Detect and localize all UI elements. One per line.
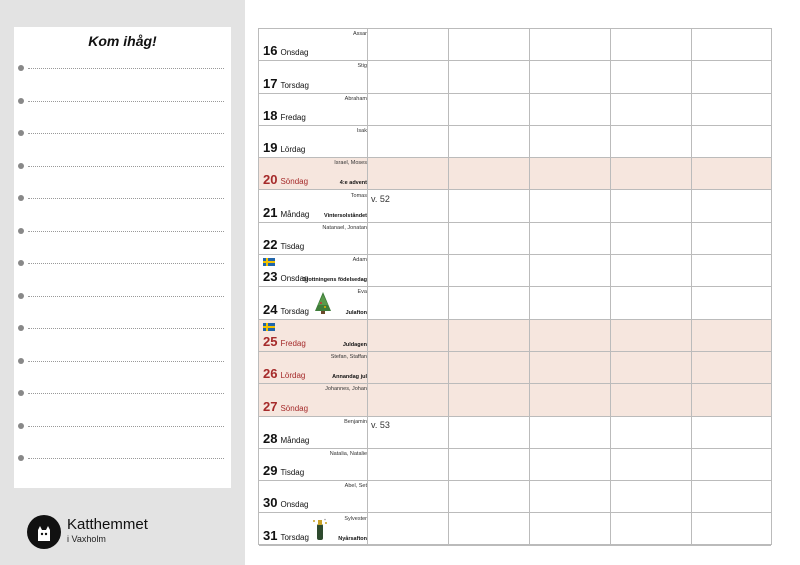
logo [27, 515, 227, 555]
name-day: Assar [352, 31, 367, 37]
name-day: Johannes, Johan [325, 386, 367, 393]
bullet-icon [18, 98, 24, 104]
memo-line[interactable] [18, 98, 224, 104]
weekday-name: Onsdag [280, 274, 309, 284]
day-row[interactable] [259, 449, 771, 481]
column-divider [610, 29, 611, 544]
day-row[interactable] [259, 352, 771, 384]
column-divider [448, 29, 449, 544]
column-divider [529, 29, 530, 544]
day-number: 28 [263, 430, 278, 446]
day-label [263, 399, 308, 414]
weekday-name: Söndag [280, 403, 309, 413]
week-number: v. 52 [371, 193, 390, 204]
weekday-name: Onsdag [280, 500, 309, 510]
holiday-label: 4:e advent [339, 180, 367, 187]
bullet-icon [18, 325, 24, 331]
memo-line[interactable] [18, 130, 224, 136]
column-divider [691, 29, 692, 544]
name-day: Sylvester [344, 515, 367, 522]
day-row[interactable] [259, 287, 771, 319]
name-day: Tomas [350, 192, 367, 199]
holiday-label: Julafton [345, 309, 367, 316]
bullet-icon [18, 455, 24, 461]
day-number: 31 [263, 527, 278, 543]
memo-line[interactable] [18, 455, 224, 461]
memo-line[interactable] [18, 260, 224, 266]
holiday-label: Annandag jul [332, 374, 367, 381]
day-number: 25 [263, 333, 278, 349]
bullet-icon [18, 163, 24, 169]
day-label [263, 205, 309, 220]
memo-line[interactable] [18, 65, 224, 71]
day-number: 16 [263, 43, 278, 59]
memo-line[interactable] [18, 390, 224, 396]
holiday-label: Vintersolståndet [324, 212, 367, 219]
left-panel [0, 0, 245, 565]
day-number: 17 [263, 75, 278, 91]
week-number: v. 53 [371, 419, 390, 430]
weekday-name: Måndag [280, 209, 310, 219]
day-row[interactable] [259, 417, 771, 449]
memo-line[interactable] [18, 358, 224, 364]
weekday-name: Torsdag [280, 80, 309, 90]
day-label [263, 528, 309, 543]
weekday-name: Torsdag [280, 532, 309, 542]
memo-card [14, 27, 231, 488]
weekday-name: Fredag [280, 338, 306, 348]
holiday-label: Nyårsafton [338, 535, 367, 542]
memo-title: Kom ihåg! [88, 33, 157, 49]
memo-line[interactable] [18, 195, 224, 201]
christmas-tree-icon [313, 291, 333, 315]
bullet-icon [18, 130, 24, 136]
day-row[interactable] [259, 61, 771, 93]
day-number: 19 [263, 140, 278, 156]
day-row[interactable] [259, 320, 771, 352]
day-row[interactable] [259, 255, 771, 287]
day-label [263, 366, 305, 381]
swedish-flag-icon [263, 258, 275, 266]
day-number: 21 [263, 204, 278, 220]
name-day: Isak [356, 127, 367, 134]
champagne-icon [311, 518, 329, 542]
calendar-grid [258, 28, 772, 545]
bullet-icon [18, 260, 24, 266]
day-label [263, 334, 306, 349]
column-divider [367, 29, 368, 544]
bullet-icon [18, 65, 24, 71]
name-day: Adam [352, 257, 367, 264]
bullet-icon [18, 390, 24, 396]
day-number: 27 [263, 398, 278, 414]
memo-line[interactable] [18, 325, 224, 331]
name-day: Israel, Moses [334, 160, 367, 167]
day-label [263, 463, 304, 478]
memo-line[interactable] [18, 423, 224, 429]
day-label [263, 43, 309, 58]
memo-line[interactable] [18, 163, 224, 169]
day-row[interactable] [259, 223, 771, 255]
day-label [263, 302, 309, 317]
cat-logo-icon [27, 515, 61, 549]
day-label [263, 431, 309, 446]
day-row[interactable] [259, 191, 771, 223]
weekday-name: Tisdag [280, 242, 305, 252]
day-row[interactable] [259, 481, 771, 513]
bullet-icon [18, 358, 24, 364]
weekday-name: Måndag [280, 435, 310, 445]
holiday-label: Juldagen [342, 341, 367, 348]
name-day: Stig [357, 63, 367, 70]
name-day: Natanael, Jonatan [322, 224, 367, 231]
logo-subtitle: i Vaxholm [67, 534, 106, 544]
day-label [263, 495, 309, 510]
day-label [263, 108, 306, 123]
day-row[interactable] [259, 514, 771, 546]
memo-line[interactable] [18, 293, 224, 299]
weekday-name: Fredag [280, 112, 306, 122]
holiday-label: Drottningens födelsedag [302, 277, 367, 284]
name-day: Natalia, Natalie [329, 450, 367, 457]
day-row[interactable] [259, 158, 771, 190]
day-number: 30 [263, 495, 278, 511]
day-row[interactable] [259, 29, 771, 61]
name-day: Benjamin [344, 418, 367, 425]
day-label [263, 140, 305, 155]
weekday-name: Onsdag [280, 48, 309, 58]
bullet-icon [18, 293, 24, 299]
day-number: 22 [263, 237, 278, 253]
day-row[interactable] [259, 94, 771, 126]
day-number: 20 [263, 172, 278, 188]
name-day: Abraham [344, 95, 367, 102]
name-day: Eva [357, 289, 367, 296]
day-row[interactable] [259, 384, 771, 416]
day-number: 18 [263, 107, 278, 123]
day-number: 29 [263, 463, 278, 479]
memo-line[interactable] [18, 228, 224, 234]
day-label [263, 76, 309, 91]
day-number: 26 [263, 366, 278, 382]
weekday-name: Tisdag [280, 468, 305, 478]
day-label [263, 237, 304, 252]
weekday-name: Söndag [280, 177, 309, 187]
logo-name: Katthemmet [67, 516, 148, 533]
day-row[interactable] [259, 126, 771, 158]
day-label [263, 172, 308, 187]
name-day: Abel, Set [344, 483, 367, 490]
weekday-name: Lördag [280, 145, 306, 155]
bullet-icon [18, 423, 24, 429]
bullet-icon [18, 195, 24, 201]
bullet-icon [18, 228, 24, 234]
day-number: 24 [263, 301, 278, 317]
weekday-name: Lördag [280, 371, 306, 381]
swedish-flag-icon [263, 323, 275, 331]
name-day: Stefan, Staffan [330, 354, 367, 360]
day-number: 23 [263, 269, 278, 285]
weekday-name: Torsdag [280, 306, 309, 316]
